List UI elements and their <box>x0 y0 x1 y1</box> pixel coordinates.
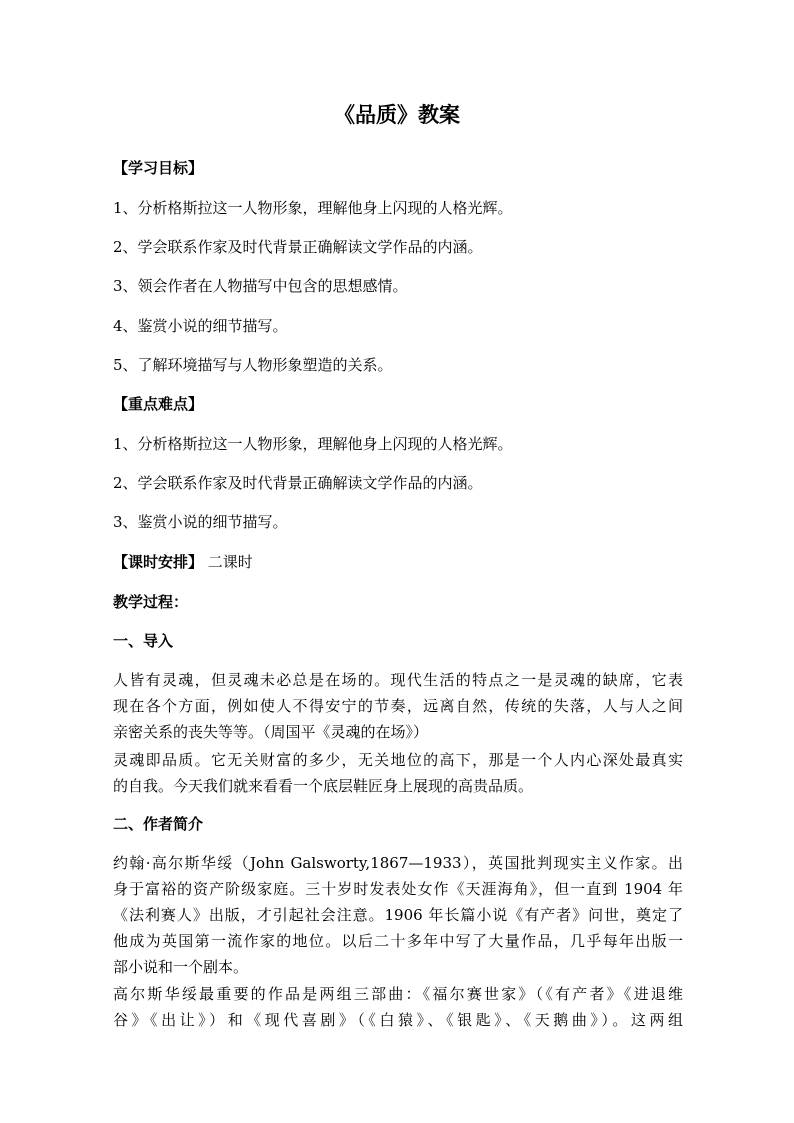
intro-heading: 一、导入 <box>113 632 174 650</box>
text-line: 高尔斯华绥最重要的作品是两组三部曲：《福尔赛世家》（《有产者》《进退维 <box>113 985 683 1003</box>
page-title: 《品质》教案 <box>334 102 460 127</box>
key-point-item: 1、分析格斯拉这一人物形象，理解他身上闪现的人格光辉。 <box>113 435 513 453</box>
text-line: 部小说和一个剧本。 <box>113 958 249 976</box>
objective-item: 1、分析格斯拉这一人物形象，理解他身上闪现的人格光辉。 <box>113 199 513 217</box>
text-line: 的自我。今天我们就来看看一个底层鞋匠身上展现的高贵品质。 <box>113 777 534 795</box>
intro-paragraph-2 <box>113 747 683 799</box>
text-line: 现在各个方面，例如使人不得安宁的节奏，远离自然，传统的失落，人与人之间 <box>113 697 683 715</box>
text-line: 人皆有灵魂，但灵魂未必总是在场的。现代生活的特点之一是灵魂的缺席，它表 <box>113 671 683 689</box>
key-point-item: 2、学会联系作家及时代背景正确解读文学作品的内涵。 <box>113 474 483 492</box>
process-heading: 教学过程： <box>113 593 189 611</box>
author-paragraph-1 <box>113 850 683 980</box>
schedule-line <box>113 552 253 572</box>
objective-item: 2、学会联系作家及时代背景正确解读文学作品的内涵。 <box>113 238 483 256</box>
author-paragraph-2 <box>113 981 683 1033</box>
schedule-heading: 【课时安排】 <box>113 553 204 571</box>
text-line: 灵魂即品质。它无关财富的多少，无关地位的高下，那是一个人内心深处最真实 <box>113 751 683 769</box>
text-line: 他成为英国第一流作家的地位。以后二十多年中写了大量作品，几乎每年出版一 <box>113 932 683 950</box>
objective-item: 5、了解环境描写与人物形象塑造的关系。 <box>113 356 393 374</box>
objective-item: 4、鉴赏小说的细节描写。 <box>113 317 288 335</box>
author-heading: 二、作者简介 <box>113 815 204 833</box>
schedule-value: 二课时 <box>207 553 253 571</box>
objective-item: 3、领会作者在人物描写中包含的思想感情。 <box>113 277 408 295</box>
objectives-heading: 【学习目标】 <box>113 159 204 177</box>
text-line: 《法利赛人》出版，才引起社会注意。1906 年长篇小说《有产者》问世，奠定了 <box>113 906 683 924</box>
intro-paragraph-1 <box>113 667 683 745</box>
text-line: 亲密关系的丧失等等。（周国平《灵魂的在场》） <box>113 723 429 741</box>
text-line: 谷》《出让》）和《现代喜剧》（《白猿》、《银匙》、《天鹅曲》）。这两组 <box>113 1011 683 1029</box>
key-point-item: 3、鉴赏小说的细节描写。 <box>113 513 288 531</box>
key-points-heading: 【重点难点】 <box>113 395 204 413</box>
text-line: 约翰·高尔斯华绥（John Galsworty,1867—1933），英国批判现实主义作家。出 <box>113 854 683 872</box>
text-line: 身于富裕的资产阶级家庭。三十岁时发表处女作《天涯海角》，但一直到 1904 年 <box>113 880 683 898</box>
